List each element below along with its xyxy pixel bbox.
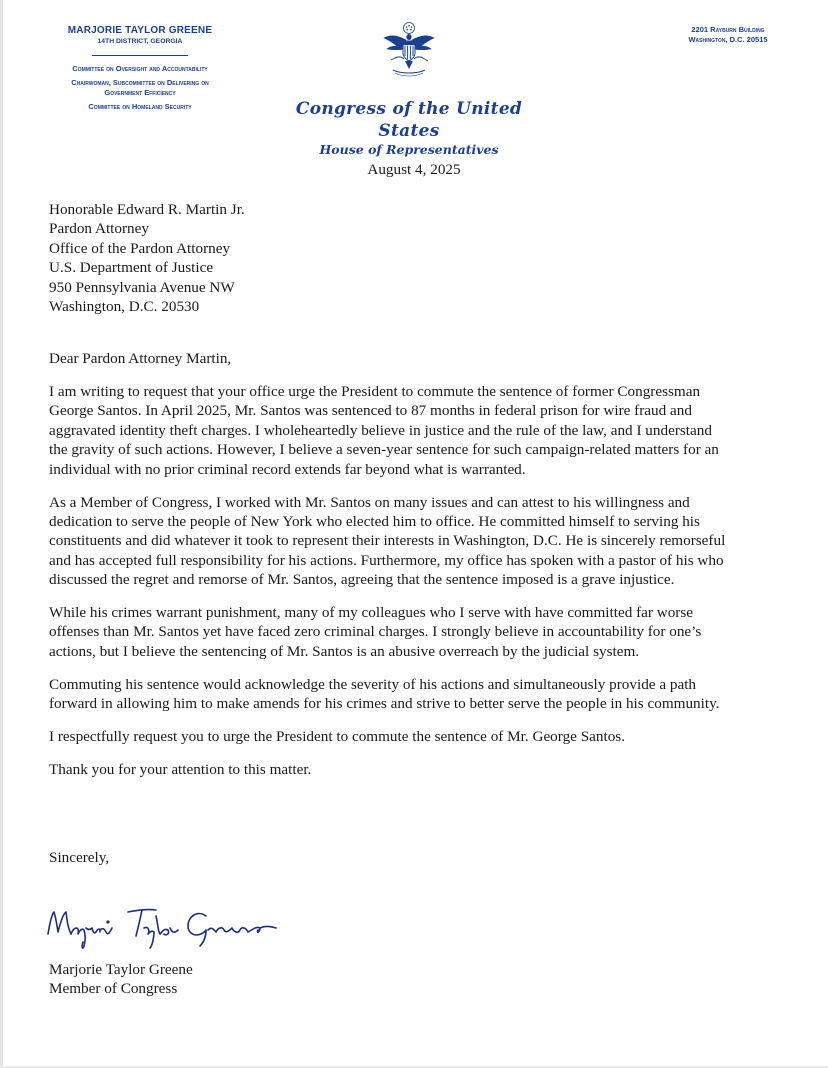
recipient-address — [49, 200, 549, 316]
body-line: Commuting his sentence would acknowledge the severity of his actions and simultaneously provide a path — [49, 675, 697, 693]
congress-title: Congress of the United States — [295, 99, 523, 141]
signer-title: Member of Congress — [49, 980, 178, 998]
body-line: George Santos. In April 2025, Mr. Santos was sentenced to 87 months in federal prison for wire fraud and — [49, 402, 692, 420]
committee-homeland-security: Committee on Homeland Security — [88, 101, 192, 111]
signer-block — [49, 960, 449, 999]
office-address-line2: Washington, D.C. 20515 — [688, 35, 768, 44]
body-line: offenses than Mr. Santos yet have faced zero criminal charges. I strongly believe in accountability for one’s — [49, 623, 702, 641]
recipient-line: Office of the Pardon Attorney — [49, 239, 231, 257]
body-paragraph-1 — [49, 382, 791, 479]
committee-government-efficiency: Government Efficiency — [104, 88, 176, 97]
salutation: Dear Pardon Attorney Martin, — [49, 350, 232, 367]
letterhead-left — [30, 25, 250, 112]
committee-list — [30, 64, 250, 112]
recipient-line: Washington, D.C. 20530 — [49, 298, 200, 316]
letter-body — [49, 382, 791, 793]
body-line: discussed the regret and remorse of Mr. Santos, agreeing that the sentence imposed is a grave injustice. — [49, 571, 675, 589]
body-line: the gravity of such actions. However, I believe a seven-year sentence for such campaign-related matters for an — [49, 441, 719, 459]
body-line: constituents and did whatever it took to represent their interests in Washington, D.C. He is sincerely remorseful — [49, 532, 726, 550]
house-title: House of Representatives — [319, 142, 499, 157]
signer-name: Marjorie Taylor Greene — [49, 961, 193, 978]
body-line: I am writing to request that your office urge the President to commute the sentence of former Congressman — [49, 383, 701, 400]
committee-oversight: Committee on Oversight and Accountability — [72, 64, 208, 73]
member-name: MARJORIE TAYLOR GREENE — [67, 25, 213, 36]
body-line: I respectfully request you to urge the President to commute the sentence of Mr. George Santos. — [49, 728, 625, 746]
letterhead-divider — [92, 55, 188, 56]
body-line: individual with no prior criminal record extends far beyond what is warranted. — [49, 460, 526, 478]
recipient-line: Honorable Edward R. Martin Jr. — [49, 201, 245, 218]
body-line: Thank you for your attention to this matter. — [49, 761, 312, 778]
body-line: actions, but I believe the sentencing of Mr. Santos is an abusive overreach by the judicial system. — [49, 642, 640, 660]
body-line: and has accepted full responsibility for his actions. Furthermore, my office has spoken with a pastor of his who — [49, 551, 724, 569]
congress-heading — [270, 98, 548, 158]
handwritten-signature — [38, 892, 298, 952]
recipient-line: U.S. Department of Justice — [49, 259, 214, 277]
body-paragraph-3 — [49, 603, 791, 661]
office-address-line1: 2201 Rayburn Building — [691, 25, 765, 34]
letter-date: August 4, 2025 — [367, 161, 461, 178]
body-paragraph-2 — [49, 493, 791, 590]
body-line: forward in allowing him to make amends for his crimes and strive to better serve the people in his community. — [49, 695, 720, 713]
body-line: dedication to serve the people of New York who elected him to office. He committed himself to serving his — [49, 512, 700, 530]
recipient-line: 950 Pennsylvania Avenue NW — [49, 278, 235, 296]
great-seal-eagle-icon — [381, 22, 437, 80]
body-paragraph-5 — [49, 727, 791, 746]
body-line: aggravated identity theft charges. I wholeheartedly believe in justice and the rule of the law, and I understand — [49, 421, 712, 439]
body-line: While his crimes warrant punishment, many of my colleagues who I serve with have committed far worse — [49, 604, 694, 622]
body-paragraph-4 — [49, 675, 791, 714]
closing: Sincerely, — [49, 849, 110, 866]
body-paragraph-6 — [49, 760, 791, 779]
letterhead-right — [668, 25, 788, 45]
recipient-line: Pardon Attorney — [49, 220, 149, 238]
committee-chairwoman: Chairwoman, Subcommittee on Delivering on — [71, 77, 209, 87]
member-district: 14TH DISTRICT, GEORGIA — [97, 38, 183, 45]
body-line: As a Member of Congress, I worked with Mr. Santos on many issues and can attest to his willingness and — [49, 493, 690, 511]
